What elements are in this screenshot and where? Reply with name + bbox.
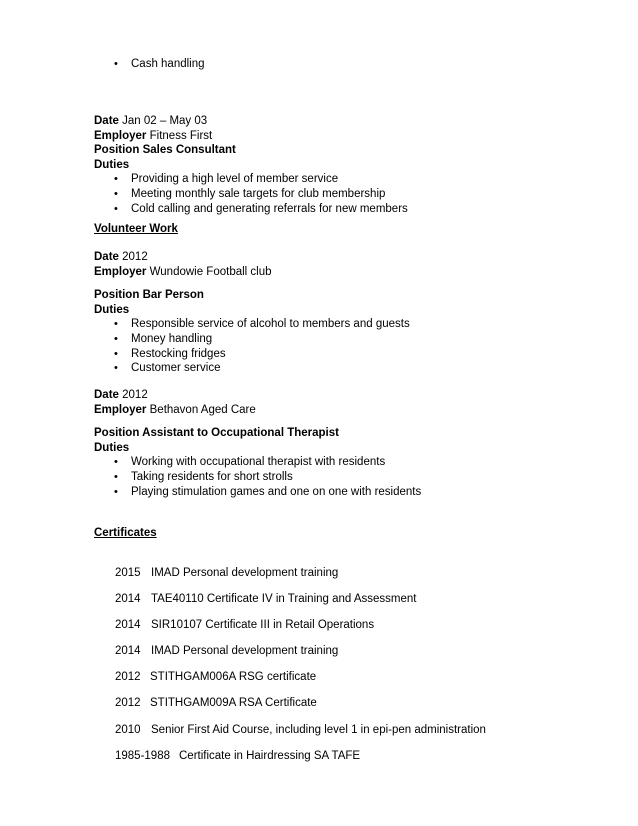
list-item [94, 361, 410, 376]
position-label: Position [94, 289, 140, 301]
list-item [94, 187, 408, 202]
employer-value: Bethavon Aged Care [149, 403, 256, 416]
employer-label: Employer [94, 265, 147, 278]
certificate-row [115, 696, 317, 710]
top-bullet-list [94, 57, 205, 72]
duty-text: Restocking fridges [131, 347, 226, 360]
duty-text: Taking residents for short strolls [131, 470, 293, 483]
volunteer-entry-wundowie-duties [94, 288, 410, 376]
list-item [94, 202, 408, 217]
date-value: 2012 [122, 389, 148, 401]
list-item [94, 57, 205, 72]
position-label: Position [94, 144, 140, 156]
date-value: 2012 [122, 251, 148, 263]
certificates-heading: Certificates [94, 527, 157, 539]
duty-text: Cash handling [131, 58, 205, 70]
bullet-icon: • [114, 202, 118, 215]
duties-label: Duties [94, 158, 130, 171]
certificate-row [115, 644, 338, 658]
job-entry-fitness-first [94, 114, 408, 216]
employer-value: Fitness First [149, 129, 213, 142]
volunteer-entry-bethavon-duties [94, 426, 421, 499]
list-item [94, 317, 410, 332]
employer-label: Employer [94, 129, 147, 142]
bullet-icon: • [114, 173, 118, 185]
position-label: Position [94, 427, 140, 439]
duty-text: Responsible service of alcohol to members and guests [131, 318, 410, 330]
employer-value: Wundowie Football club [149, 265, 272, 278]
certificate-row [115, 592, 417, 606]
position-value: Assistant to Occupational Therapist [142, 427, 339, 439]
volunteer-entry-wundowie [94, 250, 272, 279]
bullet-icon: • [114, 187, 118, 200]
certificate-row [115, 618, 374, 632]
duties-list [94, 455, 421, 499]
duty-text: Playing stimulation games and one on one with residents [131, 485, 422, 498]
bullet-icon: • [114, 470, 118, 483]
duty-text: Providing a high level of member service [131, 173, 339, 185]
certificate-title: STITHGAM009A RSA Certificate [150, 697, 317, 709]
duty-text: Customer service [131, 362, 221, 375]
employer-label: Employer [94, 403, 147, 416]
certificate-year: 2010 [115, 724, 141, 736]
bullet-icon: • [114, 318, 118, 330]
volunteer-entry-bethavon [94, 388, 256, 417]
list-item [94, 347, 410, 362]
bullet-icon: • [114, 332, 118, 345]
certificate-title: Certificate in Hairdressing SA TAFE [179, 750, 361, 762]
bullet-icon: • [114, 485, 118, 498]
certificate-row [115, 749, 360, 763]
volunteer-work-heading: Volunteer Work [94, 223, 178, 235]
certificate-row [115, 670, 316, 684]
certificate-title: SIR10107 Certificate III in Retail Operations [151, 619, 375, 631]
duties-label: Duties [94, 441, 130, 454]
bullet-icon: • [114, 456, 118, 468]
duties-list [94, 317, 410, 376]
certificate-year: 2012 [115, 671, 141, 683]
list-item [94, 470, 421, 485]
certificate-year: 2015 [115, 567, 141, 579]
certificate-year: 1985-1988 [115, 750, 170, 762]
certificate-title: IMAD Personal development training [151, 567, 339, 579]
certificate-year: 2014 [115, 619, 141, 631]
certificate-year: 2014 [115, 645, 141, 657]
list-item [94, 172, 408, 187]
date-label: Date [94, 115, 119, 127]
duty-text: Money handling [131, 332, 213, 345]
certificate-title: IMAD Personal development training [151, 645, 339, 657]
duties-label: Duties [94, 303, 130, 316]
duty-text: Cold calling and generating referrals for new members [131, 202, 408, 215]
certificate-title: Senior First Aid Course, including level 1 in epi-pen administration [151, 724, 486, 736]
list-item [94, 455, 421, 470]
date-label: Date [94, 389, 119, 401]
certificate-title: STITHGAM006A RSG certificate [150, 671, 317, 683]
certificate-row [115, 723, 486, 737]
position-value: Sales Consultant [142, 144, 236, 156]
certificate-year: 2014 [115, 593, 141, 605]
duties-list [94, 172, 408, 216]
certificate-title: TAE40110 Certificate IV in Training and Assessment [151, 593, 417, 605]
bullet-icon: • [114, 58, 118, 70]
position-value: Bar Person [142, 289, 204, 301]
date-value: Jan 02 – May 03 [122, 115, 208, 127]
certificate-row [115, 566, 338, 580]
certificate-year: 2012 [115, 697, 141, 709]
bullet-icon: • [114, 362, 118, 375]
date-label: Date [94, 251, 119, 263]
bullet-icon: • [114, 347, 118, 360]
duty-text: Meeting monthly sale targets for club membership [131, 187, 386, 200]
duty-text: Working with occupational therapist with residents [131, 456, 386, 468]
list-item [94, 332, 410, 347]
list-item [94, 485, 421, 500]
